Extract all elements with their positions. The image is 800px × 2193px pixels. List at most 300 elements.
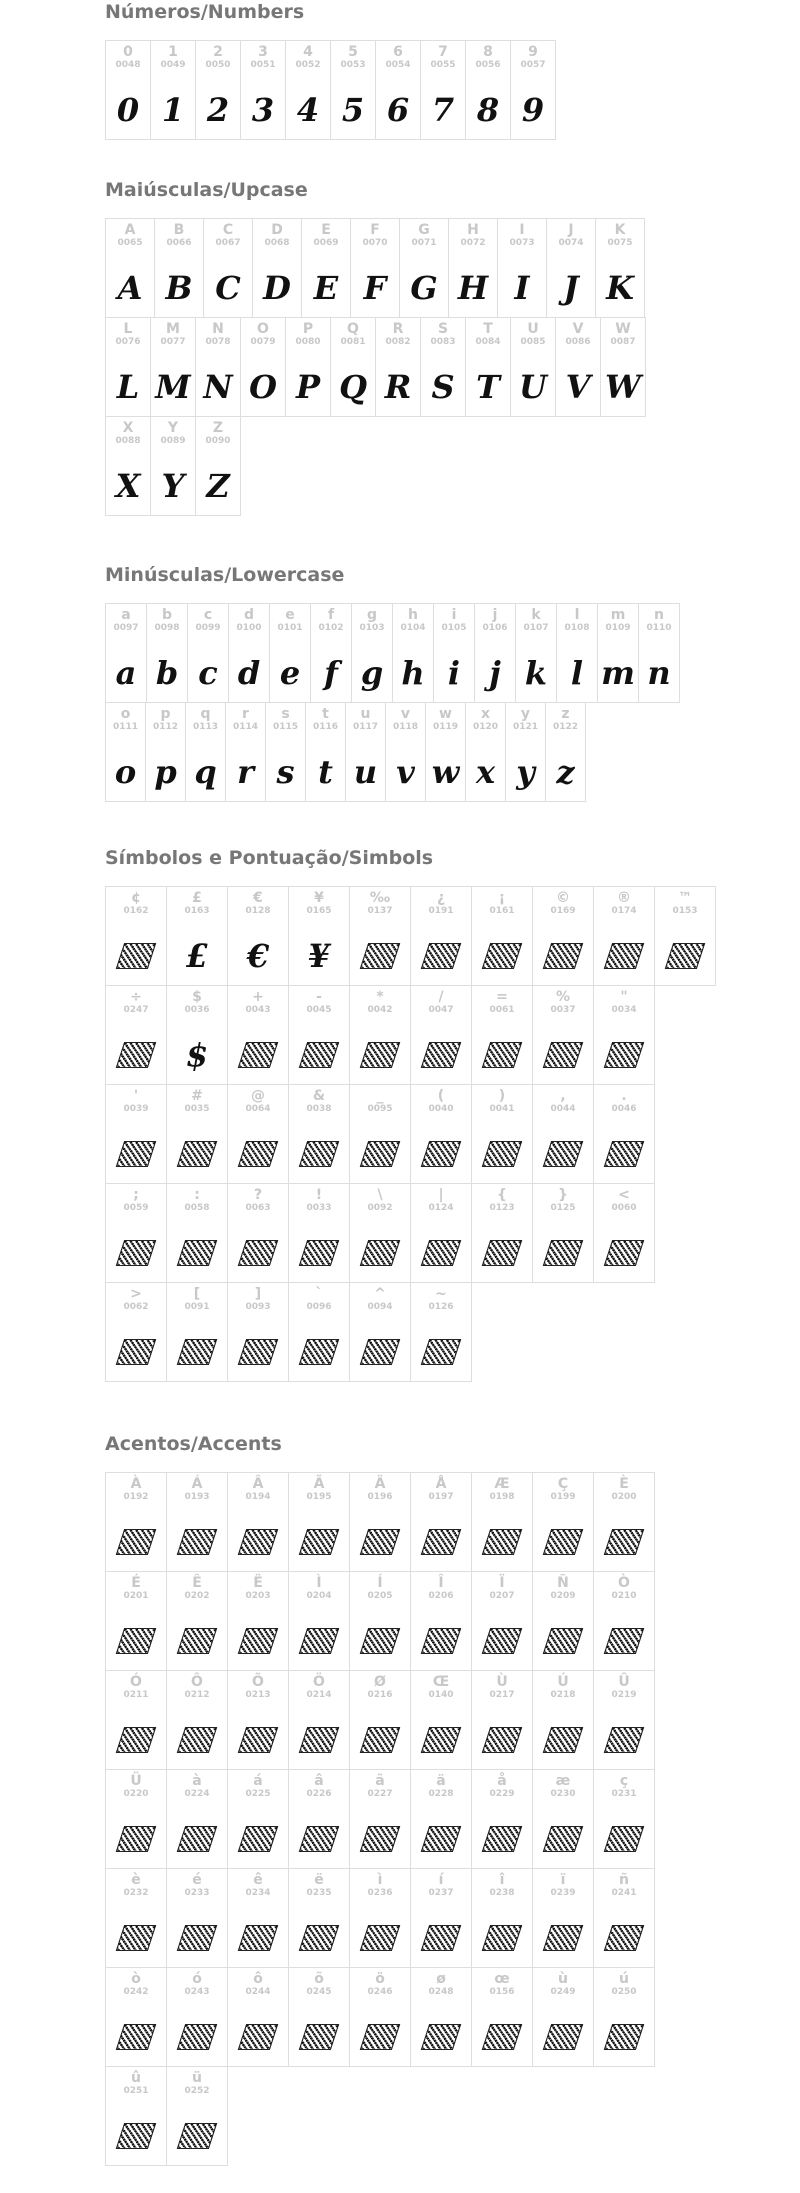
missing-glyph-icon: [547, 1800, 579, 1868]
glyph-cell: [288, 886, 350, 986]
glyph-cell: [410, 1670, 472, 1770]
glyph-code-label: 0235: [306, 1888, 332, 1898]
glyph-code-label: 0250: [611, 1987, 637, 1997]
glyph-char-label: Z: [212, 420, 224, 436]
glyph-code-label: 0191: [428, 906, 454, 916]
glyph-sample: n: [647, 654, 671, 692]
glyph-code-label: 0110: [646, 623, 672, 633]
glyph-sample: f: [324, 654, 338, 692]
glyph-code-label: 0116: [312, 722, 339, 732]
glyph-code-label: 0128: [245, 906, 271, 916]
glyph-cell: [227, 985, 289, 1085]
glyph-code-label: 0105: [441, 623, 467, 633]
missing-glyph-box: [238, 2024, 278, 2050]
glyph-sample: £: [185, 937, 209, 975]
glyph-sample: K: [606, 269, 634, 307]
glyph-char-label: t: [322, 706, 329, 722]
missing-glyph-box: [299, 1042, 339, 1068]
glyph-char-label: %: [555, 989, 571, 1005]
missing-glyph-box: [360, 1141, 400, 1167]
glyph-code-label: 0045: [306, 1005, 332, 1015]
missing-glyph-icon: [608, 1115, 640, 1183]
glyph-code-label: 0061: [489, 1005, 515, 1015]
missing-glyph-box: [543, 2024, 583, 2050]
glyph-char-label: J: [568, 222, 574, 238]
missing-glyph-box: [299, 1628, 339, 1654]
missing-glyph-icon: [425, 1602, 457, 1670]
glyph-sample: ¥: [307, 937, 331, 975]
missing-glyph-icon: [608, 1899, 640, 1967]
glyph-cell: [349, 1282, 411, 1382]
glyph-cell: [146, 603, 188, 703]
glyph-cell: [105, 1769, 167, 1869]
missing-glyph-box: [177, 1529, 217, 1555]
glyph-cell: [301, 218, 351, 318]
glyph-char-label: Ñ: [557, 1575, 569, 1591]
missing-glyph-box: [177, 2123, 217, 2149]
glyph-sample: 2: [206, 91, 230, 129]
glyph-cell: [600, 317, 646, 417]
missing-glyph-box: [238, 1826, 278, 1852]
glyph-sample: h: [401, 654, 425, 692]
glyph-code-label: 0033: [306, 1203, 332, 1213]
glyph-grid: [105, 886, 795, 1381]
missing-glyph-box: [421, 1826, 461, 1852]
glyph-cell: [288, 1868, 350, 1968]
glyph-char-label: =: [496, 989, 508, 1005]
missing-glyph-icon: [120, 1800, 152, 1868]
glyph-cell: [420, 40, 466, 140]
glyph-char-label: ‰: [369, 890, 391, 906]
glyph-sample: $: [185, 1036, 209, 1074]
glyph-code-label: 0079: [250, 337, 276, 347]
missing-glyph-icon: [364, 1313, 396, 1381]
glyph-grid: [105, 603, 795, 801]
glyph-code-label: 0042: [367, 1005, 393, 1015]
glyph-cell: [225, 702, 266, 802]
glyph-code-label: 0122: [552, 722, 579, 732]
glyph-cell: [532, 886, 594, 986]
glyph-char-label: ~: [435, 1286, 447, 1302]
glyph-cell: [471, 1183, 533, 1283]
missing-glyph-box: [116, 1240, 156, 1266]
glyph-char-label: A: [124, 222, 136, 238]
missing-glyph-box: [360, 943, 400, 969]
glyph-sample: 7: [431, 91, 455, 129]
glyph-char-label: ì: [377, 1872, 383, 1888]
glyph-code-label: 0194: [245, 1492, 271, 1502]
missing-glyph-box: [238, 1727, 278, 1753]
glyph-char-label: Ø: [374, 1674, 386, 1690]
glyph-code-label: 0200: [611, 1492, 637, 1502]
glyph-code-label: 0230: [550, 1789, 576, 1799]
glyph-code-label: 0068: [264, 238, 290, 248]
missing-glyph-box: [116, 1925, 156, 1951]
glyph-code-label: 0219: [611, 1690, 637, 1700]
missing-glyph-box: [299, 1240, 339, 1266]
glyph-code-label: 0088: [115, 436, 141, 446]
glyph-code-label: 0169: [550, 906, 576, 916]
missing-glyph-box: [360, 1925, 400, 1951]
glyph-char-label: ¡: [498, 890, 506, 906]
glyph-cell: [166, 1967, 228, 2067]
glyph-char-label: S: [437, 321, 449, 337]
glyph-grid: [105, 40, 795, 139]
glyph-char-label: k: [531, 607, 541, 623]
missing-glyph-box: [116, 1628, 156, 1654]
missing-glyph-box: [665, 943, 705, 969]
glyph-cell: [349, 1769, 411, 1869]
glyph-char-label: ü: [192, 2070, 202, 2086]
glyph-code-label: 0239: [550, 1888, 576, 1898]
glyph-code-label: 0043: [245, 1005, 271, 1015]
glyph-code-label: 0202: [184, 1591, 210, 1601]
glyph-code-label: 0119: [432, 722, 459, 732]
glyph-cell: [410, 1571, 472, 1671]
glyph-char-label: |: [438, 1187, 444, 1203]
glyph-code-label: 0237: [428, 1888, 454, 1898]
glyph-sample: l: [570, 654, 584, 692]
glyph-code-label: 0087: [610, 337, 636, 347]
missing-glyph-icon: [242, 1800, 274, 1868]
glyph-cell: [240, 40, 286, 140]
glyph-cell: [330, 40, 376, 140]
glyph-char-label: ;: [133, 1187, 139, 1203]
glyph-char-label: !: [315, 1187, 323, 1203]
missing-glyph-box: [177, 2024, 217, 2050]
glyph-code-label: 0115: [272, 722, 299, 732]
missing-glyph-box: [421, 1042, 461, 1068]
glyph-sample: D: [263, 269, 291, 307]
missing-glyph-icon: [547, 1016, 579, 1084]
missing-glyph-icon: [486, 1899, 518, 1967]
glyph-char-label: :: [194, 1187, 200, 1203]
glyph-char-label: [: [193, 1286, 201, 1302]
missing-glyph-box: [482, 943, 522, 969]
glyph-code-label: 0104: [400, 623, 426, 633]
missing-glyph-box: [116, 1141, 156, 1167]
glyph-code-label: 0161: [489, 906, 515, 916]
glyph-code-label: 0228: [428, 1789, 454, 1799]
upper-section: [105, 178, 795, 515]
glyph-code-label: 0056: [475, 60, 501, 70]
missing-glyph-box: [421, 1141, 461, 1167]
glyph-char-label: ô: [253, 1971, 263, 1987]
glyph-code-label: 0074: [558, 238, 584, 248]
glyph-char-label: €: [253, 890, 263, 906]
glyph-code-label: 0099: [195, 623, 221, 633]
missing-glyph-box: [238, 1925, 278, 1951]
missing-glyph-box: [543, 1727, 583, 1753]
glyph-code-label: 0205: [367, 1591, 393, 1601]
missing-glyph-box: [543, 1240, 583, 1266]
glyph-code-label: 0218: [550, 1690, 576, 1700]
glyph-char-label: ]: [254, 1286, 262, 1302]
glyph-cell: [288, 1183, 350, 1283]
glyph-cell: [227, 1472, 289, 1572]
missing-glyph-box: [116, 1529, 156, 1555]
glyph-char-label: O: [257, 321, 269, 337]
missing-glyph-icon: [486, 1503, 518, 1571]
glyph-cell: [150, 317, 196, 417]
glyph-char-label: u: [360, 706, 371, 722]
missing-glyph-icon: [547, 1998, 579, 2066]
glyph-cell: [105, 2066, 167, 2166]
glyph-cell: [195, 416, 241, 516]
glyph-char-label: ¢: [131, 890, 141, 906]
missing-glyph-box: [421, 1240, 461, 1266]
glyph-code-label: 0095: [367, 1104, 393, 1114]
glyph-cell: [285, 40, 331, 140]
missing-glyph-box: [543, 943, 583, 969]
glyph-char-label: ä: [436, 1773, 446, 1789]
glyph-char-label: Æ: [494, 1476, 510, 1492]
glyph-cell: [471, 985, 533, 1085]
missing-glyph-box: [421, 2024, 461, 2050]
accents-section: [105, 1432, 795, 2165]
glyph-cell: [410, 1769, 472, 1869]
missing-glyph-icon: [364, 1602, 396, 1670]
glyph-char-label: Ç: [557, 1476, 569, 1492]
glyph-sample: z: [556, 753, 575, 791]
glyph-cell: [593, 1571, 655, 1671]
glyph-code-label: 0053: [340, 60, 366, 70]
missing-glyph-icon: [364, 1016, 396, 1084]
glyph-cell: [227, 1670, 289, 1770]
glyph-cell: [532, 985, 594, 1085]
missing-glyph-icon: [608, 1998, 640, 2066]
missing-glyph-icon: [242, 1701, 274, 1769]
glyph-cell: [474, 603, 516, 703]
glyph-cell: [105, 1670, 167, 1770]
glyph-cell: [227, 1571, 289, 1671]
glyph-cell: [228, 603, 270, 703]
glyph-cell: [330, 317, 376, 417]
glyph-cell: [375, 40, 421, 140]
missing-glyph-icon: [425, 1115, 457, 1183]
missing-glyph-icon: [547, 1899, 579, 1967]
glyph-cell: [105, 40, 151, 140]
glyph-code-label: 0069: [313, 238, 339, 248]
glyph-char-label: f: [327, 607, 335, 623]
glyph-char-label: Œ: [432, 1674, 450, 1690]
missing-glyph-icon: [120, 1115, 152, 1183]
missing-glyph-box: [482, 2024, 522, 2050]
glyph-code-label: 0206: [428, 1591, 454, 1601]
missing-glyph-box: [299, 1339, 339, 1365]
glyph-char-label: @: [251, 1088, 265, 1104]
glyph-sample: G: [410, 269, 438, 307]
glyph-sample: W: [605, 368, 641, 406]
glyph-cell: [105, 1183, 167, 1283]
glyph-cell: [471, 1868, 533, 1968]
glyph-char-label: ó: [192, 1971, 202, 1987]
glyph-code-label: 0040: [428, 1104, 454, 1114]
missing-glyph-icon: [303, 1800, 335, 1868]
missing-glyph-icon: [486, 1701, 518, 1769]
glyph-cell: [105, 218, 155, 318]
missing-glyph-box: [543, 1628, 583, 1654]
glyph-code-label: 0118: [392, 722, 419, 732]
missing-glyph-box: [543, 1826, 583, 1852]
glyph-char-label: R: [392, 321, 404, 337]
glyph-cell: [593, 1868, 655, 1968]
glyph-code-label: 0071: [411, 238, 437, 248]
glyph-sample: x: [475, 753, 496, 791]
glyph-code-label: 0082: [385, 337, 411, 347]
missing-glyph-icon: [242, 1313, 274, 1381]
glyph-cell: [310, 603, 352, 703]
glyph-code-label: 0108: [564, 623, 590, 633]
glyph-char-label: H: [467, 222, 479, 238]
missing-glyph-box: [482, 1529, 522, 1555]
glyph-cell: [593, 1769, 655, 1869]
missing-glyph-box: [360, 1042, 400, 1068]
missing-glyph-box: [116, 1826, 156, 1852]
glyph-cell: [252, 218, 302, 318]
missing-glyph-icon: [608, 1016, 640, 1084]
missing-glyph-box: [116, 1042, 156, 1068]
glyph-char-label: B: [173, 222, 185, 238]
section-title: Minúsculas/Lowercase: [105, 564, 345, 586]
glyph-code-label: 0085: [520, 337, 546, 347]
glyph-char-label: 2: [213, 44, 223, 60]
glyph-char-label: í: [438, 1872, 444, 1888]
glyph-cell: [532, 1183, 594, 1283]
glyph-char-label: v: [400, 706, 411, 722]
missing-glyph-box: [299, 1826, 339, 1852]
glyph-char-label: È: [619, 1476, 629, 1492]
glyph-code-label: 0229: [489, 1789, 515, 1799]
glyph-sample: 4: [296, 91, 320, 129]
glyph-char-label: Ô: [191, 1674, 203, 1690]
glyph-cell: [448, 218, 498, 318]
missing-glyph-icon: [608, 1214, 640, 1282]
glyph-char-label: 5: [348, 44, 358, 60]
missing-glyph-icon: [181, 1503, 213, 1571]
glyph-code-label: 0048: [115, 60, 141, 70]
missing-glyph-box: [604, 1141, 644, 1167]
glyph-code-label: 0201: [123, 1591, 149, 1601]
glyph-cell: [385, 702, 426, 802]
glyph-code-label: 0220: [123, 1789, 149, 1799]
missing-glyph-icon: [120, 1503, 152, 1571]
glyph-code-label: 0067: [215, 238, 241, 248]
glyph-code-label: 0055: [430, 60, 456, 70]
missing-glyph-box: [482, 1826, 522, 1852]
missing-glyph-box: [177, 1925, 217, 1951]
glyph-code-label: 0094: [367, 1302, 393, 1312]
missing-glyph-icon: [120, 1998, 152, 2066]
glyph-cell: [425, 702, 466, 802]
glyph-sample: m: [601, 654, 635, 692]
glyph-sample: N: [203, 368, 233, 406]
missing-glyph-icon: [120, 1602, 152, 1670]
glyph-char-label: N: [212, 321, 224, 337]
missing-glyph-box: [604, 1925, 644, 1951]
glyph-code-label: 0245: [306, 1987, 332, 1997]
glyph-cell: [593, 1967, 655, 2067]
missing-glyph-box: [421, 1925, 461, 1951]
glyph-code-label: 0162: [123, 906, 149, 916]
glyph-code-label: 0117: [352, 722, 379, 732]
missing-glyph-icon: [303, 1313, 335, 1381]
glyph-cell: [465, 702, 506, 802]
glyph-code-label: 0111: [112, 722, 139, 732]
glyph-cell: [410, 985, 472, 1085]
missing-glyph-box: [543, 1141, 583, 1167]
glyph-code-label: 0034: [611, 1005, 637, 1015]
glyph-char-label: ™: [678, 890, 692, 906]
glyph-cell: [471, 886, 533, 986]
glyph-sample: a: [115, 654, 137, 692]
glyph-char-label: õ: [314, 1971, 324, 1987]
glyph-code-label: 0081: [340, 337, 366, 347]
glyph-cell: [105, 886, 167, 986]
glyph-cell: [532, 1084, 594, 1184]
missing-glyph-icon: [425, 1313, 457, 1381]
glyph-cell: [471, 1084, 533, 1184]
glyph-char-label: ñ: [619, 1872, 629, 1888]
glyph-code-label: 0076: [115, 337, 141, 347]
missing-glyph-icon: [425, 1998, 457, 2066]
glyph-code-label: 0246: [367, 1987, 393, 1997]
glyph-cell: [593, 886, 655, 986]
glyph-sample: X: [115, 467, 141, 505]
glyph-char-label: +: [252, 989, 264, 1005]
glyph-char-label: $: [192, 989, 202, 1005]
glyph-cell: [532, 1967, 594, 2067]
glyph-char-label: 1: [168, 44, 178, 60]
missing-glyph-box: [177, 1141, 217, 1167]
glyph-cell: [349, 1571, 411, 1671]
glyph-code-label: 0083: [430, 337, 456, 347]
missing-glyph-box: [604, 1042, 644, 1068]
glyph-char-label: ø: [436, 1971, 446, 1987]
glyph-code-label: 0213: [245, 1690, 271, 1700]
glyph-char-label: F: [370, 222, 380, 238]
glyph-char-label: î: [499, 1872, 505, 1888]
missing-glyph-icon: [364, 1899, 396, 1967]
glyph-code-label: 0224: [184, 1789, 210, 1799]
glyph-char-label: û: [131, 2070, 141, 2086]
missing-glyph-box: [238, 1141, 278, 1167]
glyph-cell: [105, 1282, 167, 1382]
glyph-cell: [227, 1084, 289, 1184]
missing-glyph-box: [116, 1727, 156, 1753]
glyph-char-label: Õ: [252, 1674, 264, 1690]
glyph-cell: [349, 1472, 411, 1572]
glyph-char-label: n: [654, 607, 664, 623]
glyph-code-label: 0041: [489, 1104, 515, 1114]
glyph-code-label: 0100: [236, 623, 262, 633]
glyph-cell: [471, 1967, 533, 2067]
glyph-sample: e: [279, 654, 301, 692]
glyph-cell: [154, 218, 204, 318]
missing-glyph-box: [360, 1529, 400, 1555]
missing-glyph-box: [604, 1727, 644, 1753]
glyph-cell: [227, 1868, 289, 1968]
glyph-sample: €: [246, 937, 270, 975]
missing-glyph-icon: [181, 1899, 213, 1967]
glyph-code-label: 0249: [550, 1987, 576, 1997]
glyph-char-label: s: [281, 706, 290, 722]
glyph-char-label: -: [316, 989, 322, 1005]
missing-glyph-icon: [364, 1800, 396, 1868]
missing-glyph-box: [604, 1628, 644, 1654]
glyph-cell: [349, 1868, 411, 1968]
glyph-char-label: Ì: [316, 1575, 322, 1591]
